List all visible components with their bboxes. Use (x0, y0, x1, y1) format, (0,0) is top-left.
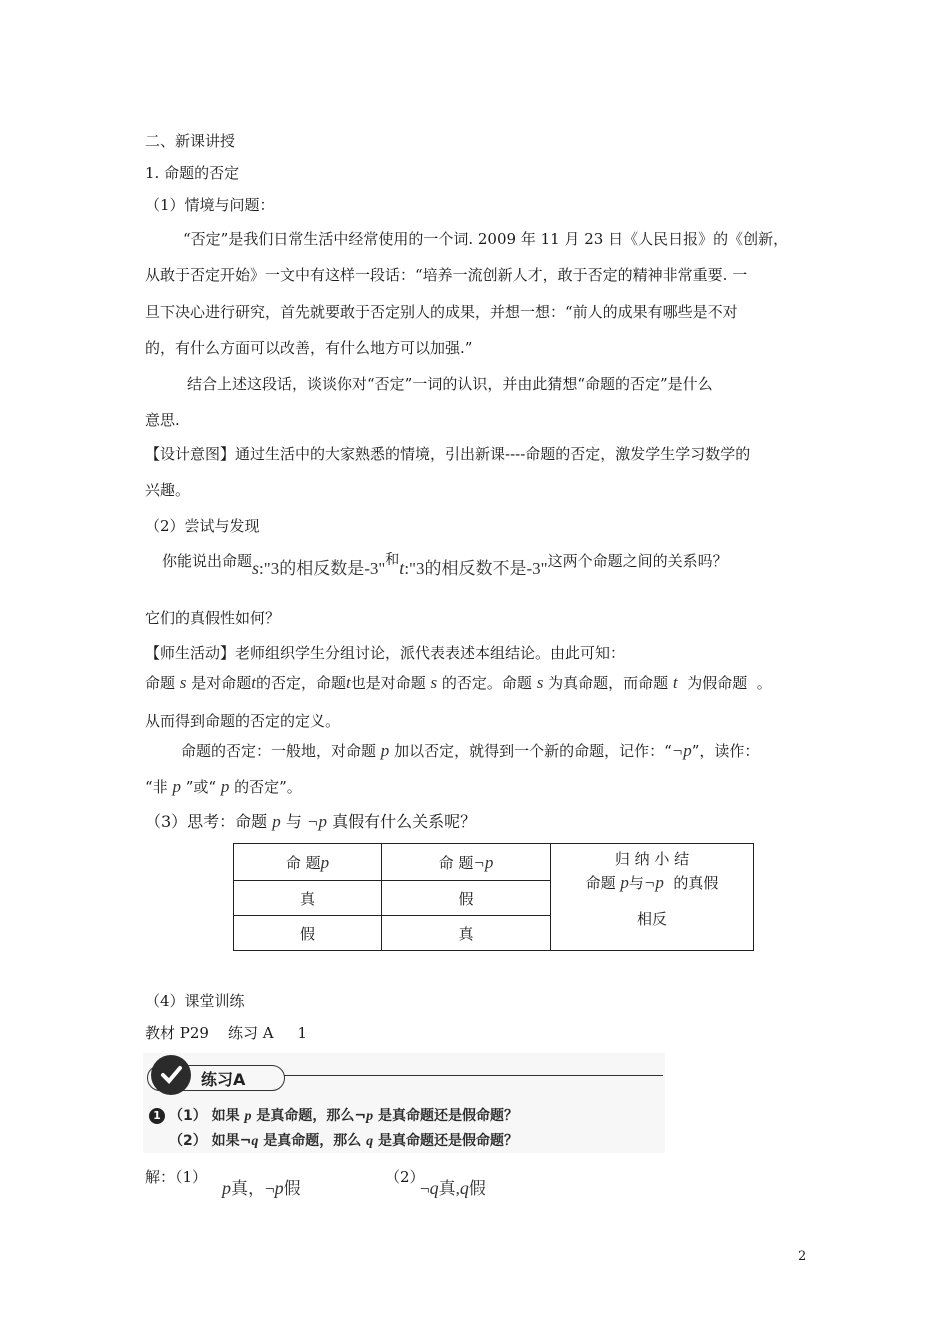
cell-r2-p: 假 (234, 916, 382, 951)
cell-r1-neg-p: 假 (382, 881, 551, 916)
exercise-image (143, 1053, 665, 1153)
var-t: t (345, 673, 351, 692)
activity (145, 642, 625, 663)
para-1-line-4: 的，有什么方面可以改善，有什么地方可以加强.” (145, 339, 473, 357)
part-2-title: （2）尝试与发现 (145, 517, 260, 535)
textbook-reference: 教材 P29 练习 A 1 (145, 1024, 308, 1042)
var-s: s (430, 673, 438, 692)
and-word: 和 (385, 552, 400, 568)
var-s: s (536, 673, 544, 692)
relation-line-2: 从而得到命题的否定的定义。 (145, 712, 341, 730)
activity-text: 老师组织学生分组讨论，派代表表述本组结论。由此可知： (235, 644, 626, 662)
proposition-t: t:"3的相反数不是-3" (399, 558, 548, 578)
definition-line: 命题的否定：一般地，对命题 p 加以否定，就得到一个新的命题，记作：“¬p”，读作： (181, 741, 760, 760)
var-p: p (172, 777, 181, 796)
design-intent-label: 【设计意图】 (145, 445, 236, 463)
var-p: p (220, 777, 230, 796)
answer-label: 解：（1） (145, 1168, 208, 1186)
part-1-title: （1）情境与问题： (145, 196, 275, 214)
exercise-q2: （2） 如果¬q 是真命题，那么 q 是真命题还是假命题？ (169, 1133, 518, 1149)
summary-title: 归 纳 小 结 (614, 850, 690, 868)
var-s: s (179, 673, 187, 692)
answer-1: p真，¬p假 (222, 1178, 301, 1198)
para-1-line-3: 旦下决心进行研究，首先就要敢于否定别人的成果，并想一想：“前人的成果有哪些是不对 (145, 303, 738, 321)
header-neg-p: 命 题¬p (382, 844, 551, 881)
var-p: p (380, 741, 390, 760)
summary-line-2: 相反 (636, 910, 667, 928)
neg-p: ¬p (306, 812, 327, 831)
para-2-line-1: 结合上述这段话，谈谈你对“否定”一词的认识，并由此猜想“命题的否定”是什么 (187, 375, 713, 393)
part-3-title: （3）思考：命题 p 与 ¬p 真假有什么关系呢？ (145, 812, 477, 831)
part-4-title: （4）课堂训练 (145, 992, 245, 1010)
truth-table (233, 843, 754, 951)
cell-r1-p: 真 (234, 881, 382, 916)
exercise-number-icon: 1 (149, 1108, 165, 1124)
question-prefix: 你能说出命题 (162, 552, 253, 570)
definition-line-2: “非 p ”或“ p 的否定”。 (145, 777, 302, 796)
exercise-rule (273, 1075, 663, 1076)
section-heading: 二、新课讲授 (145, 132, 236, 150)
design-intent-line-2: 兴趣。 (145, 481, 191, 499)
var-t: t (399, 558, 405, 578)
question-suffix: 这两个命题之间的关系吗？ (547, 552, 728, 570)
design-intent-text: 通过生活中的大家熟悉的情境，引出新课----命题的否定，激发学生学习数学的 (235, 445, 751, 463)
exercise-q1: 1 （1） 如果 p 是真命题，那么¬p 是真命题还是假命题？ (149, 1105, 518, 1125)
exercise-tag: 练习A (201, 1070, 246, 1089)
var-t: t (672, 673, 678, 692)
proposition-s: s:"3的相反数是-3" (252, 558, 386, 578)
answer-2: ¬q真,q假 (420, 1178, 486, 1198)
question-line (162, 549, 728, 579)
exercise-badge-icon (151, 1055, 191, 1095)
para-2-line-2: 意思. (145, 411, 180, 429)
design-intent (145, 443, 750, 464)
question-line-2: 它们的真假性如何？ (145, 609, 281, 627)
activity-label: 【师生活动】 (145, 644, 236, 662)
summary-line-1: 命题 p与¬p 的真假 (585, 873, 719, 892)
var-t: t (251, 673, 256, 692)
para-1-line-1: “否定”是我们日常生活中经常使用的一个词. 2009 年 11 月 23 日《人民日报》的《创新， (183, 230, 789, 248)
neg-p: ¬p (671, 741, 692, 760)
header-p: 命 题p (234, 844, 382, 881)
summary-cell (551, 844, 754, 951)
cell-r2-neg-p: 真 (382, 916, 551, 951)
subsection-title: 1. 命题的否定 (145, 164, 240, 182)
var-s: s (252, 558, 260, 578)
var-p: p (272, 812, 281, 831)
para-1-line-2: 从敢于否定开始》一文中有这样一段话：“培养一流创新人才，敢于否定的精神非常重要. 一 (145, 266, 748, 284)
relation-line: 命题 s 是对命题t的否定，命题t也是对命题 s 的否定。命题 s 为真命题，而命题 t 为假命题 。 (145, 673, 772, 692)
page-number: 2 (798, 1249, 807, 1264)
answer-2-label: （2） (385, 1168, 425, 1186)
